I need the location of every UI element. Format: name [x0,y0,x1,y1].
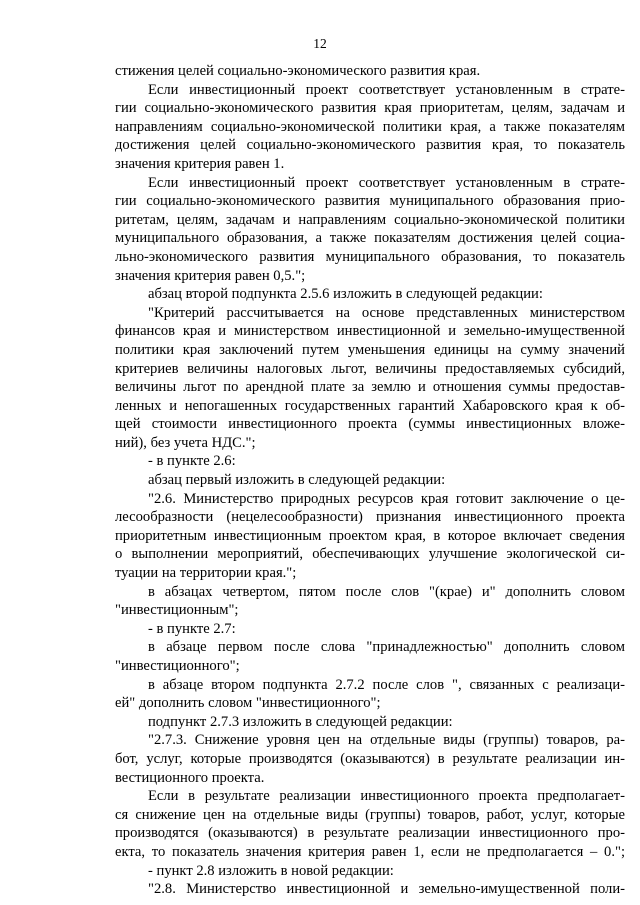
text-line: - в пункте 2.7: [148,620,236,637]
text-line: ленных и непогашенных государственных гарантий Хабаровского края к об- [115,397,625,414]
text-line: стижения целей социально-экономического развития края. [115,63,481,79]
text-line: "инвестиционным"; [115,602,239,619]
text-line: - пункт 2.8 изложить в новой редакции: [148,862,394,879]
text-line: екта, то показатель значения критерия равен 1, если не предполагается – 0."; [115,843,625,860]
text-line: ний), без учета НДС."; [115,434,256,451]
text-line: приоритетным инвестиционным проектом края, в которое включает сведения [115,527,625,544]
text-line: значения критерия равен 1. [115,155,285,172]
text-line: "инвестиционного"; [115,658,240,674]
text-line: ся снижение цен на отдельные виды (группы) товаров, работ, услуг, которые [115,806,625,823]
document-body [115,62,625,899]
text-line: гии социально-экономического развития края приоритетам, целям, задачам и [115,100,625,117]
text-line: величины льгот по арендной плате за землю и отношения суммы предостав- [115,379,625,396]
text-line: направлениям социально-экономической политики края, а также показателям [115,118,625,135]
text-line: "Критерий рассчитывается на основе представленных министерством [148,304,625,321]
text-line: "2.7.3. Снижение уровня цен на отдельные виды (группы) товаров, ра- [148,732,625,749]
text-line: льно-экономического развития муниципального образования, то показатель [115,248,625,265]
text-line: о выполнении мероприятий, обеспечивающих улучшение экологической си- [115,546,625,563]
text-line: политики края заключений путем уменьшения единицы на сумму значений [115,341,625,358]
text-line: в абзацах четвертом, пятом после слов "(крае) и" дополнить словом [148,583,625,600]
text-line: "2.8. Министерство инвестиционной и земельно-имущественной поли- [148,881,625,898]
text-line: достижения целей социально-экономического развития края, то показатель [115,137,625,154]
text-line: гии социально-экономического развития муниципального образования прио- [115,193,625,210]
text-line: финансов края и министерством инвестиционной и земельно-имущественной [115,323,625,340]
text-line: абзац второй подпункта 2.5.6 изложить в следующей редакции: [148,286,543,303]
text-line: в абзаце первом после слова "принадлежностью" дополнить словом [148,639,625,656]
text-line: вестиционного проекта. [115,769,265,786]
text-line: муниципального образования, а также показателям достижения целей социа- [115,230,625,247]
text-line: "2.6. Министерство природных ресурсов края готовит заключение о це- [148,490,625,507]
page-number: 12 [313,36,327,51]
text-line: критериев величины налоговых льгот, величины предоставляемых субсидий, [115,360,625,377]
text-line: Если инвестиционный проект соответствует установленным в страте- [148,174,625,191]
text-line: ритетам, целям, задачам и направлениям социально-экономической политики [115,211,625,228]
text-line: туации на территории края."; [115,565,297,582]
text-line: - в пункте 2.6: [148,453,236,470]
text-line: абзац первый изложить в следующей редакции: [148,472,446,489]
text-line: производятся (оказываются) в результате реализации инвестиционного про- [115,825,625,842]
text-line: Если инвестиционный проект соответствует установленным в страте- [148,81,625,98]
text-line: щей стоимости инвестиционного проекта (суммы инвестиционных вложе- [115,416,625,433]
text-line: лесообразности (нецелесообразности) признания инвестиционного проекта [115,509,625,526]
text-line: подпункт 2.7.3 изложить в следующей редакции: [148,713,453,730]
text-line: ей" дополнить словом "инвестиционного"; [115,695,381,712]
text-line: в абзаце втором подпункта 2.7.2 после слов ", связанных с реализаци- [148,676,625,693]
text-line: Если в результате реализации инвестиционного проекта предполагает- [148,788,625,805]
text-line: бот, услуг, которые производятся (оказываются) в результате реализации ин- [115,750,625,767]
text-line: значения критерия равен 0,5."; [115,267,306,284]
